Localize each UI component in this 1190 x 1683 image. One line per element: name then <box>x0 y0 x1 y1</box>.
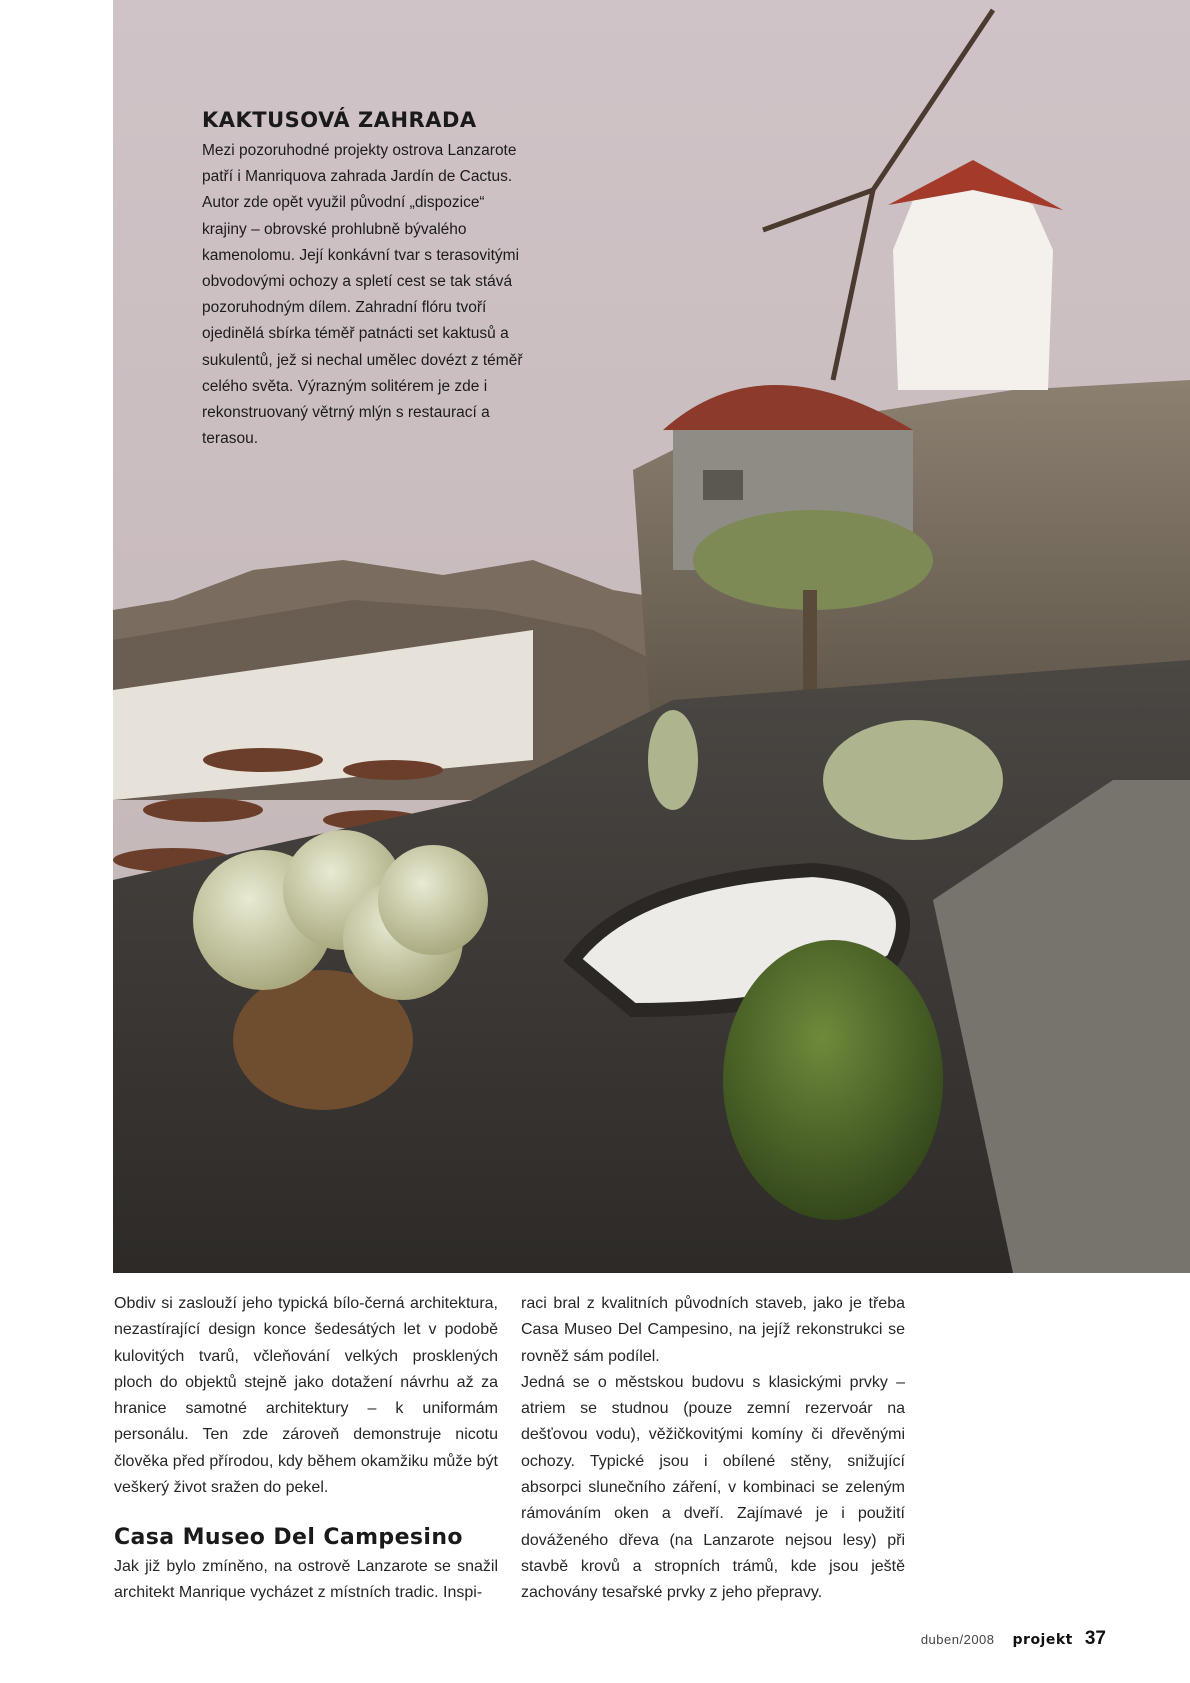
magazine-name: projekt <box>1012 1632 1073 1648</box>
section-heading: Casa Museo Del Campesino <box>114 1525 463 1551</box>
article-paragraph-1: Obdiv si zaslouží jeho typická bílo-černá architektura, nezastírající design konce šedesátých let v podobě kulovitých tvarů, včleňování velkých prosklených ploch do objektů stejně jako dotažení návrhu až za hranice samotné architektury – k uniformám personálu. Ten zde zároveň demonstruje nicotu člověka před přírodou, kdy během okamžiku může být veškerý život sražen do pekel. <box>114 1295 498 1497</box>
article-paragraph-4: Jedná se o městskou budovu s klasickými prvky – atriem se studnou (pouze zemní rezervoár na dešťovou vodu), věžičkovitými komíny či dřevěnými ochozy. Typické jsou i obílené stěny, snižující absorpci slunečního záření, v kombinaci se zeleným rámováním oken a dveří. Zajímavé je i použití dováženého dřeva (na Lanzarote nejsou lesy) při stavbě krovů a stropních trámů, kde jsou ještě zachovány tesařské prvky z jeho přepravy. <box>521 1373 905 1602</box>
sidebar-text: Mezi pozoruhodné projekty ostrova Lanzarote patří i Manriquova zahrada Jardín de Cactus. Autor zde opět využil původní „dispozice“ krajiny – obrovské prohlubně bývalého kamenolomu. Její konkávní tvar s terasovitými obvodovými ochozy a spletí cest se tak stává pozoruhodným dílem. Zahradní flóru tvoří ojedinělá sbírka téměř patnácti set kaktusů a sukulentů, jež si nechal umělec dovézt z téměř celého světa. Výrazným solitérem je zde i rekonstruovaný větrný mlýn s restaurací a terasou. <box>202 142 523 448</box>
page-footer <box>921 1628 1106 1650</box>
article-column-left <box>114 1291 498 1606</box>
issue-date: duben/2008 <box>920 1632 995 1647</box>
sidebar-box <box>202 108 532 452</box>
article-paragraph-3: raci bral z kvalitních původních staveb, jako je třeba Casa Museo Del Campesino, na jejíž rekonstrukci se rovněž sám podílel. <box>521 1295 905 1365</box>
article-column-right <box>521 1291 905 1607</box>
article-paragraph-2: Jak již bylo zmíněno, na ostrově Lanzarote se snažil architekt Manrique vycházet z místních tradic. Inspi- <box>114 1557 498 1601</box>
sidebar-title: KAKTUSOVÁ ZAHRADA <box>202 108 477 132</box>
green-barrel-cactus <box>723 940 943 1220</box>
page-number: 37 <box>1084 1628 1106 1649</box>
